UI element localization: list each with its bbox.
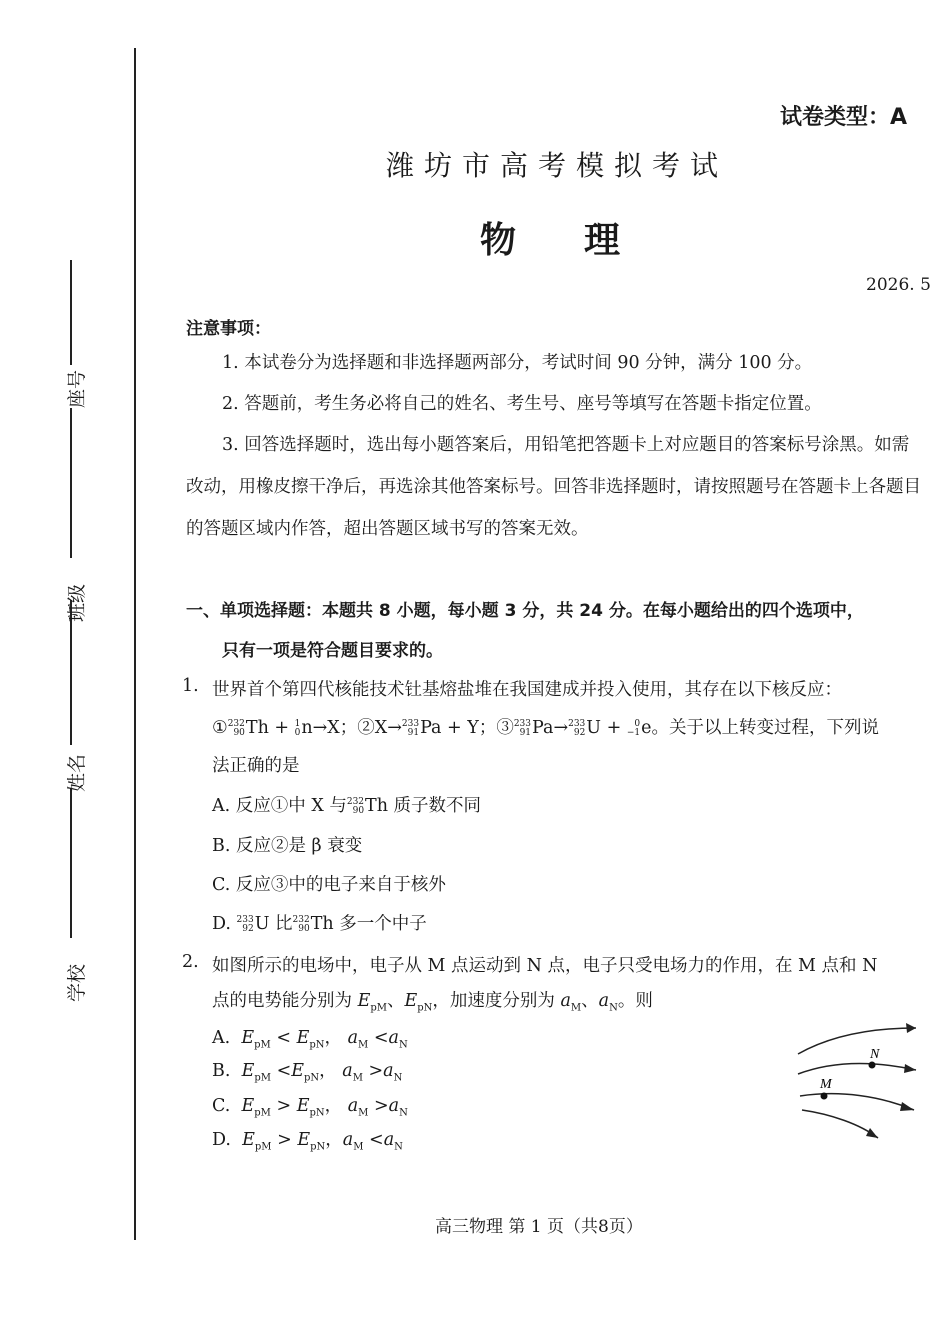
- q1-number: 1.: [182, 676, 199, 696]
- seat-underline[interactable]: [70, 260, 72, 365]
- class-underline[interactable]: [70, 408, 72, 558]
- q2-option-c[interactable]: C. $E_{pM} > E_{pN}$， $a_M >a_N$: [212, 1096, 408, 1119]
- side-label-school: 学校: [66, 963, 88, 1002]
- q2-stem-line1: 如图所示的电场中，电子从 M 点运动到 N 点，电子只受电场力的作用，在 M 点和 N: [212, 956, 878, 976]
- side-label-name: 姓名: [66, 753, 88, 792]
- electric-field-figure: [790, 1018, 930, 1148]
- q2-stem-line2: 点的电势能分别为 $E_{pM}$、$E_{pN}$，加速度分别为 $a_M$、$a_N$。则: [212, 991, 653, 1014]
- arrow-2: [904, 1064, 916, 1073]
- field-line-1: [798, 1028, 916, 1054]
- arrow-1: [906, 1023, 916, 1033]
- notice-item-1: 1. 本试卷分为选择题和非选择题两部分，考试时间 90 分钟，满分 100 分。: [222, 353, 813, 373]
- exam-name: 潍坊市高考模拟考试: [386, 149, 729, 182]
- notice-title: 注意事项：: [186, 319, 271, 339]
- subject-title: 物理: [480, 220, 689, 261]
- point-m: [821, 1093, 828, 1100]
- field-line-4: [802, 1110, 878, 1138]
- q1-option-a-pre: A. 反应①中 X 与: [212, 796, 347, 816]
- q1-option-c[interactable]: C. 反应③中的电子来自于核外: [212, 875, 446, 895]
- label-n: N: [870, 1047, 880, 1062]
- student-info-fields: [40, 260, 100, 1020]
- q1-option-d-post: Th 多一个中子: [310, 914, 427, 934]
- q1-option-b[interactable]: B. 反应②是 β 衰变: [212, 836, 363, 856]
- q1-option-d[interactable]: D. 233 92 U 比 232 90 Th 多一个中子: [212, 914, 427, 934]
- point-n: [869, 1062, 876, 1069]
- binding-line: [134, 48, 136, 1240]
- q1-stem-line2: ① 232 90 Th + 1 0 n→X；②X→ 233 91 Pa + Y；③ 233 91 Pa→ 233 92 U + 0 −1 e。关于以上转变过程，下列说: [212, 718, 879, 738]
- q2-number: 2.: [182, 952, 199, 972]
- exam-date: 2026. 5: [866, 275, 931, 295]
- section-heading: 一、单项选择题：本题共 8 小题，每小题 3 分，共 24 分。在每小题给出的四个选项中，: [186, 601, 864, 621]
- section-heading-cont: 只有一项是符合题目要求的。: [222, 641, 443, 661]
- label-m: M: [820, 1077, 832, 1092]
- arrow-3: [900, 1102, 914, 1111]
- notice-item-3: 3. 回答选择题时，选出每小题答案后，用铅笔把答题卡上对应题目的答案标号涂黑。如需改动，用橡皮擦干净后，再选涂其他答案标号。回答非选择题时，请按照题号在答题卡上各题目的答题区域内作答，超出答题区域书写的答案无效。: [186, 435, 921, 539]
- q2-option-d[interactable]: D. $E_{pM} > E_{pN}$，$a_M <a_N$: [212, 1130, 403, 1153]
- notice-item-2: 2. 答题前，考生务必将自己的姓名、考生号、座号等填写在答题卡指定位置。: [222, 394, 822, 414]
- field-line-2: [798, 1064, 916, 1074]
- q1-stem-line3: 法正确的是: [212, 756, 300, 776]
- q2-option-b[interactable]: B. $E_{pM} <E_{pN}$， $a_M >a_N$: [212, 1061, 403, 1084]
- page-footer: 高三物理 第 1 页（共8页）: [435, 1217, 643, 1237]
- field-line-3: [800, 1094, 914, 1110]
- paper-type: 试卷类型：A: [780, 105, 908, 130]
- school-underline[interactable]: [70, 788, 72, 938]
- side-label-class: 班级: [66, 583, 88, 622]
- q1-option-a-post: Th 质子数不同: [365, 796, 482, 816]
- q1-stem-tail: 。关于以上转变过程，下列说: [651, 718, 879, 738]
- q2-option-a[interactable]: A. $E_{pM} < E_{pN}$， $a_M <a_N$: [212, 1028, 408, 1051]
- q1-option-d-mid: U 比: [254, 914, 293, 934]
- q1-option-a[interactable]: A. 反应①中 X 与 232 90 Th 质子数不同: [212, 796, 482, 816]
- side-label-seat: 座号: [66, 369, 88, 408]
- q1-option-d-pre: D.: [212, 914, 237, 934]
- q1-stem-line1: 世界首个第四代核能技术钍基熔盐堆在我国建成并投入使用，其存在以下核反应：: [212, 680, 842, 700]
- arrow-4: [866, 1128, 878, 1138]
